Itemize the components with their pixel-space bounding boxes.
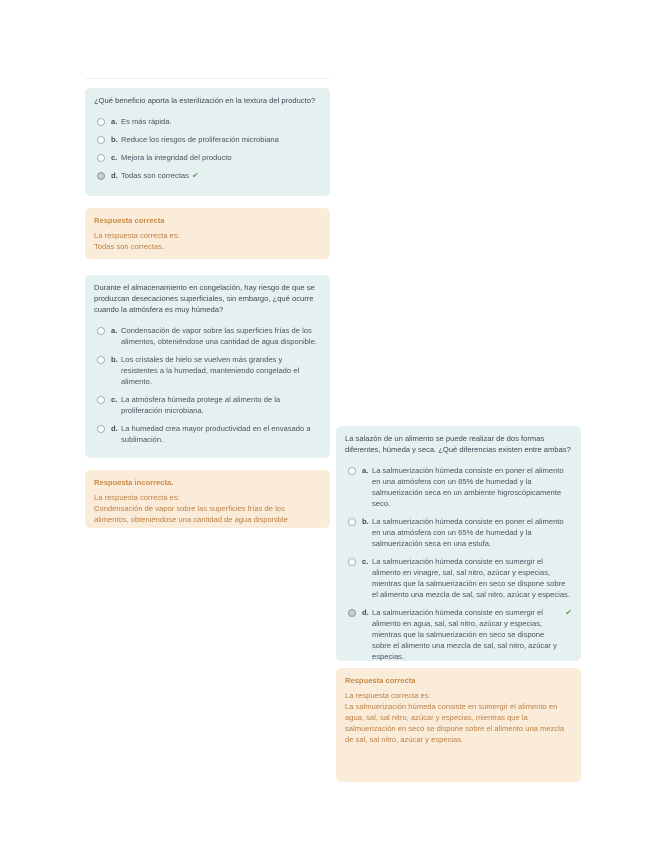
option-c[interactable] [94, 152, 321, 163]
check-icon: ✔ [565, 608, 572, 617]
radio-a[interactable] [348, 467, 356, 475]
option-letter: a. [111, 117, 118, 126]
radio-d[interactable] [97, 425, 105, 433]
radio-d-selected[interactable] [97, 172, 105, 180]
radio-c[interactable] [348, 558, 356, 566]
option-letter: c. [111, 153, 118, 162]
option-text: Reduce los riesgos de proliferación microbiana [121, 135, 279, 144]
option-b[interactable] [94, 354, 321, 387]
option-letter: c. [362, 557, 369, 566]
question-text: Durante el almacenamiento en congelación, hay riesgo de que se produzcan desecaciones superficiales, sin embargo, ¿qué ocurre cuando la atmósfera es muy húmeda? [94, 283, 315, 314]
question-card-1 [85, 88, 330, 196]
option-d[interactable] [94, 423, 321, 445]
radio-b[interactable] [97, 356, 105, 364]
option-d[interactable] [94, 170, 321, 181]
option-text: La salmuerización húmeda consiste en poner el alimento en una atmósfera con un 85% de humedad y la salmuerización seca en un ambiente higroscópicamente seco. [372, 466, 564, 508]
option-letter: b. [362, 517, 369, 526]
feedback-card-3 [336, 668, 581, 782]
feedback-intro: La respuesta correcta es: [94, 493, 180, 502]
option-text: Los cristales de hielo se vuelven más grandes y resistentes a la humedad, manteniendo congelado el alimento. [121, 355, 300, 386]
option-letter: d. [111, 171, 118, 180]
option-text [121, 170, 321, 181]
radio-b[interactable] [97, 136, 105, 144]
option-a[interactable] [94, 116, 321, 127]
option-c[interactable] [345, 556, 572, 600]
option-letter: a. [111, 326, 118, 335]
option-a[interactable] [94, 325, 321, 347]
radio-a[interactable] [97, 327, 105, 335]
question-card-3 [336, 426, 581, 661]
option-letter: d. [111, 424, 118, 433]
feedback-answer: Todas son correctas. [94, 242, 165, 251]
question-card-2 [85, 275, 330, 458]
option-c[interactable] [94, 394, 321, 416]
feedback-heading: Respuesta correcta [345, 676, 416, 685]
feedback-heading: Respuesta incorrecta. [94, 478, 174, 487]
radio-c[interactable] [97, 154, 105, 162]
option-letter: b. [111, 135, 118, 144]
option-text: La salmuerización húmeda consiste en sumergir el alimento en agua, sal, sal nitro, azúcar y especias, mientras que la salmuerización en seco se dispone sobre el alimento una mezcla de sal, sal nitro, azúcar y especias. [372, 608, 557, 661]
radio-b[interactable] [348, 518, 356, 526]
feedback-answer: Condensación de vapor sobre las superficies frías de los alimentos, obteniéndose una cantidad de agua disponible [94, 504, 288, 524]
option-text: La atmósfera húmeda protege al alimento de la proliferación microbiana. [121, 395, 281, 415]
option-b[interactable] [94, 134, 321, 145]
option-letter: a. [362, 466, 369, 475]
option-letter: c. [111, 395, 118, 404]
feedback-card-2 [85, 470, 330, 528]
option-text: La humedad crea mayor productividad en el envasado a sublimación. [121, 424, 311, 444]
radio-a[interactable] [97, 118, 105, 126]
option-text: Mejora la integridad del producto [121, 153, 232, 162]
feedback-intro: La respuesta correcta es: [94, 231, 180, 240]
question-text: ¿Qué beneficio aporta la esterilización en la textura del producto? [94, 96, 316, 105]
option-d[interactable] [345, 607, 572, 662]
option-text: La salmuerización húmeda consiste en sumergir el alimento en vinagre, sal, sal nitro, azúcar y especias, mientras que la salmuerización en seco se dispone sobre el alimento una mezcla de sal, sal nitro, azúcar y especias. [372, 557, 570, 599]
option-b[interactable] [345, 516, 572, 549]
feedback-card-1 [85, 208, 330, 259]
feedback-heading: Respuesta correcta [94, 216, 165, 225]
option-letter: d. [362, 608, 369, 617]
check-icon: ✔ [191, 171, 199, 180]
feedback-intro: La respuesta correcta es: [345, 691, 431, 700]
radio-d-selected[interactable] [348, 609, 356, 617]
option-text: La salmuerización húmeda consiste en poner el alimento en una atmósfera con un 65% de humedad y la salmuerización seca en una estufa. [372, 517, 564, 548]
option-text: Condensación de vapor sobre las superficies frías de los alimentos, obteniéndose una cantidad de agua disponible. [121, 326, 317, 346]
option-text: Es más rápida. [121, 117, 172, 126]
option-text-value: Todas son correctas [121, 171, 189, 180]
feedback-answer: La salmuerización húmeda consiste en sumergir el alimento en agua, sal, sal nitro, azúcar y especias, mientras que la salmuerización en seco se dispone sobre el alimento una mezcla de sal, sal nitro, azúcar y especias. [345, 702, 565, 744]
radio-c[interactable] [97, 396, 105, 404]
option-letter: b. [111, 355, 118, 364]
option-a[interactable] [345, 465, 572, 509]
top-divider [85, 78, 330, 79]
question-text: La salazón de un alimento se puede realizar de dos formas diferentes, húmeda y seca. ¿Qué diferencias existen entre ambas? [345, 434, 571, 454]
